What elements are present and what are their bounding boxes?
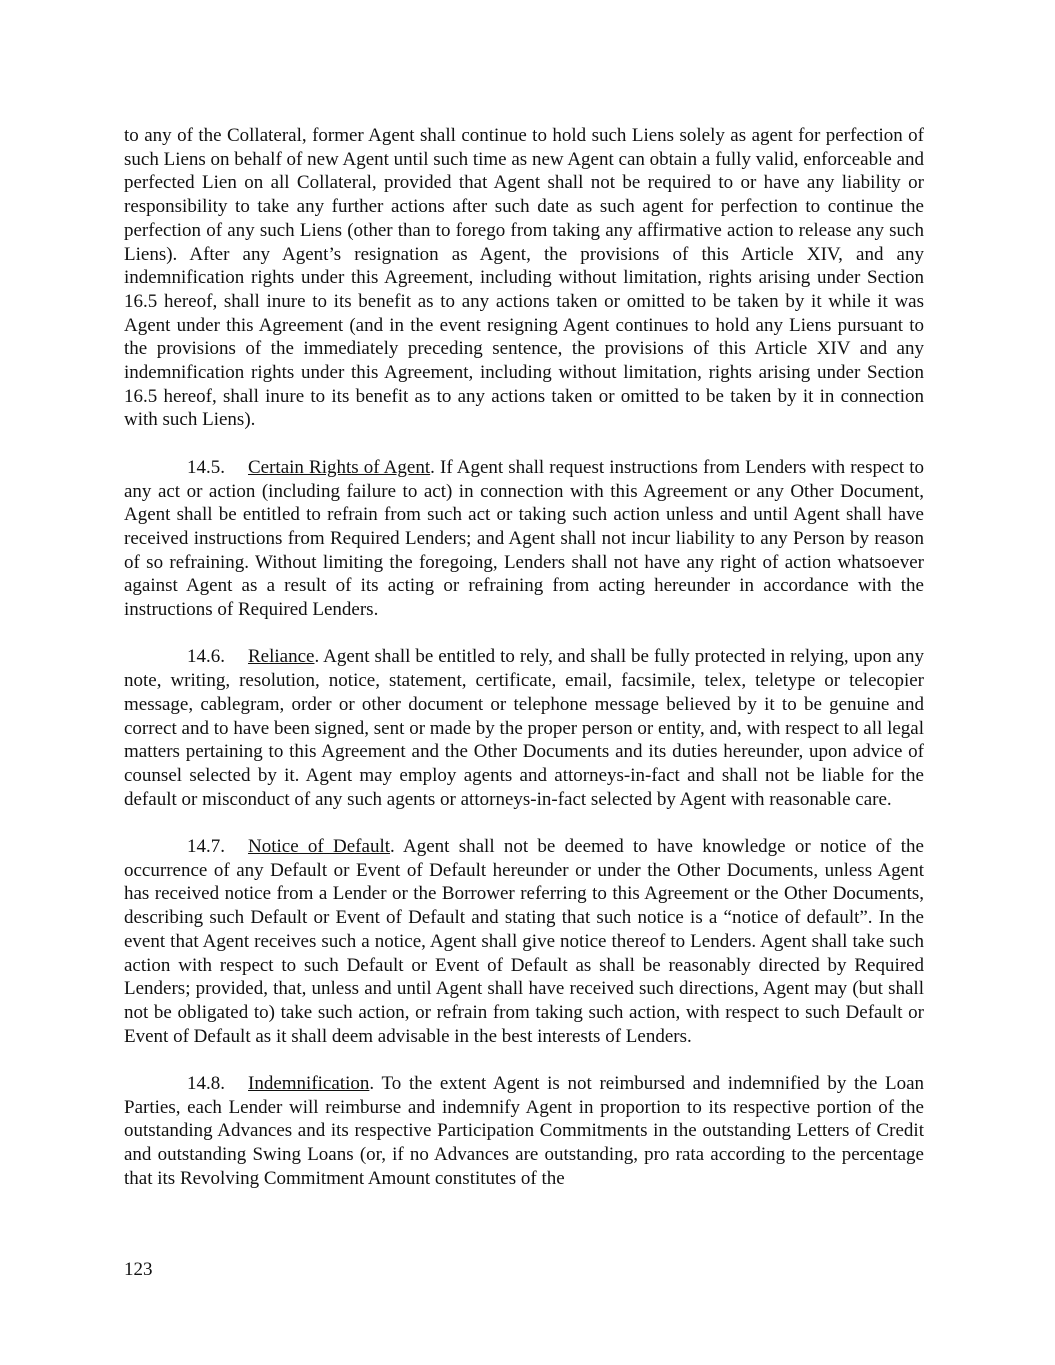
section-heading: Reliance — [248, 646, 315, 668]
section-number: 14.5. — [187, 456, 225, 478]
section-number: 14.7. — [187, 836, 225, 858]
section-heading: Certain Rights of Agent — [248, 456, 431, 478]
section-number: 14.6. — [187, 646, 225, 668]
section-14-6 — [124, 645, 924, 811]
continued-paragraph: to any of the Collateral, former Agent shall continue to hold such Liens solely as agent for perfection of such Liens on behalf of new Agent until such time as new Agent can obtain a fully valid, enforceable and perfected Lien on all Collateral, provided that Agent shall not be required to or have any liability or responsibility to take any further actions after such date as such agent for perfection to continue the perfection of any such Liens (other than to forego from taking any affirmative action to release any such Liens). After any Agent’s resignation as Agent, the provisions of this Article XIV, and any indemnification rights under this Agreement, including without limitation, rights arising under Section 16.5 hereof, shall inure to its benefit as to any actions taken or omitted to be taken by it while it was Agent under this Agreement (and in the event resigning Agent continues to hold any Liens pursuant to the provisions of the immediately preceding sentence, the provisions of this Article XIV and any indemnification rights under this Agreement, including without limitation, rights arising under Section 16.5 hereof, shall inure to its benefit as to any actions taken or omitted to be taken by it in connection with such Liens). — [124, 125, 924, 431]
section-number: 14.8. — [187, 1073, 225, 1095]
page-number: 123 — [124, 1259, 153, 1280]
section-14-7 — [124, 835, 924, 1048]
section-heading: Notice of Default — [248, 836, 391, 858]
section-body: . Agent shall be entitled to rely, and shall be fully protected in relying, upon any note, writing, resolution, notice, statement, certificate, email, facsimile, telex, teletype or telecopier message, cablegram, order or other document or telephone message believed by it to be genuine and correct and to have been signed, sent or made by the proper person or entity, and, with respect to all legal matters pertaining to this Agreement and the Other Documents and its duties hereunder, upon advice of counsel selected by it. Agent may employ agents and attorneys-in-fact and shall not be liable for the default or misconduct of any such agents or attorneys-in-fact selected by Agent with reasonable care. — [124, 646, 924, 810]
section-body: . If Agent shall request instructions from Lenders with respect to any act or action (including failure to act) in connection with this Agreement or any Other Document, Agent shall be entitled to refrain from such act or taking such action unless and until Agent shall have received instructions from Required Lenders; and Agent shall not incur liability to any Person by reason of so refraining. Without limiting the foregoing, Lenders shall not have any right of action whatsoever against Agent as a result of its acting or refraining from acting hereunder in accordance with the instructions of Required Lenders. — [124, 456, 925, 621]
document-page — [124, 124, 924, 1191]
section-14-8 — [124, 1072, 924, 1191]
section-14-5 — [124, 456, 924, 622]
section-heading: Indemnification — [248, 1073, 370, 1095]
section-body: . To the extent Agent is not reimbursed and indemnified by the Loan Parties, each Lender will reimburse and indemnify Agent in proportion to its respective portion of the outstanding Advances and its respective Participation Commitments in the outstanding Letters of Credit and outstanding Swing Loans (or, if no Advances are outstanding, pro rata according to the percentage that its Revolving Commitment Amount constitutes of the — [124, 1073, 924, 1189]
section-body: . Agent shall not be deemed to have knowledge or notice of the occurrence of any Default or Event of Default hereunder or under the Other Documents, unless Agent has received notice from a Lender or the Borrower referring to this Agreement or the Other Documents, describing such Default or Event of Default and stating that such notice is a “notice of default”. In the event that Agent receives such a notice, Agent shall give notice thereof to Lenders. Agent shall take such action with respect to such Default or Event of Default as shall be reasonably directed by Required Lenders; provided, that, unless and until Agent shall have received such directions, Agent may (but shall not be obligated to) take such action, or refrain from taking such action, with respect to such Default or Event of Default as it shall deem advisable in the best interests of Lenders. — [124, 836, 924, 1047]
